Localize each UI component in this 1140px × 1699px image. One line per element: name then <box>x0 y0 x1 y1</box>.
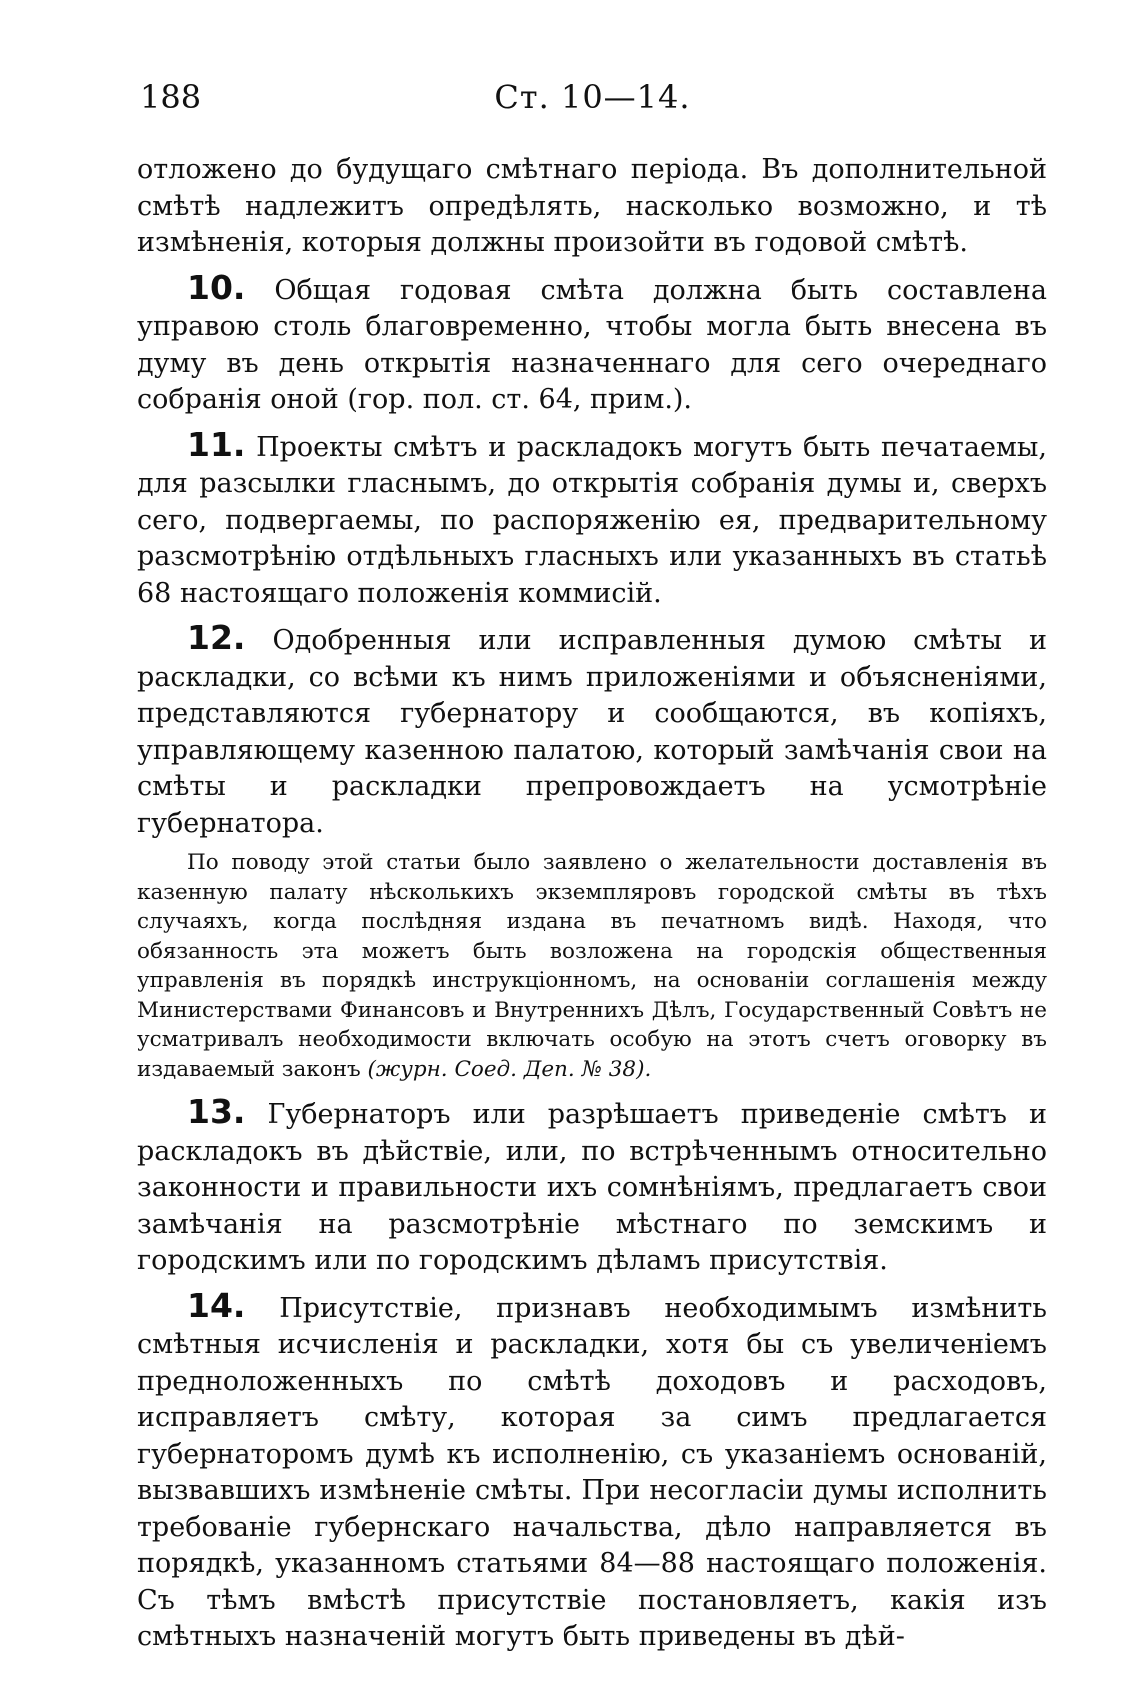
article-10 <box>137 267 1047 419</box>
article-number: 10. <box>187 267 246 307</box>
article-11 <box>137 424 1047 613</box>
article-number: 14. <box>187 1285 246 1325</box>
article-text: Проекты смѣтъ и раскладокъ могутъ быть печатаемы, для разсылки гласнымъ, до открытія собранія думы и, сверхъ сего, подвергаемы, по распоряженію ея, предварительному разсмотрѣнію отдѣльныхъ гласныхъ или указанныхъ въ статьѣ 68 настоящаго положенія коммисій. <box>137 431 1047 609</box>
article-text: Одобренныя или исправленныя думою смѣты и раскладки, со всѣми къ нимъ приложеніями и объясненіями, представляются губернатору и сообщаются, въ копіяхъ, управляющему казенною палатою, который замѣчанія свои на смѣты и раскладки препровождаетъ на усмотрѣніе губернатора. <box>137 625 1047 839</box>
running-head <box>140 78 1045 122</box>
article-number: 11. <box>187 424 246 464</box>
article-text: Общая годовая смѣта должна быть составлена управою столь благовременно, чтобы могла быть внесена въ думу въ день открытія назначеннаго для сего очереднаго собранія оной (гор. пол. ст. 64, прим.). <box>137 274 1047 415</box>
article-text: Присутствіе, признавъ необходимымъ измѣнить смѣтныя исчисленія и раскладки, хотя бы съ увеличеніемъ предноложенныхъ по смѣтѣ доходовъ и расходовъ, исправляетъ смѣту, которая за симъ предлагается губернаторомъ думѣ къ исполненію, съ указаніемъ основаній, вызвавшихъ измѣненіе смѣты. При несогласіи думы исполнить требованіе губернскаго начальства, дѣло направляется въ порядкѣ, указанномъ статьями 84—88 настоящаго положенія. Съ тѣмъ вмѣстѣ присутствіе постановляетъ, какія изъ смѣтныхъ назначеній могутъ быть приведены въ дѣй- <box>137 1292 1047 1652</box>
article-number: 12. <box>187 618 246 657</box>
article-13 <box>137 1094 1047 1280</box>
note-reference: (журн. Соед. Деп. № 38). <box>367 1056 652 1082</box>
article-14 <box>137 1285 1047 1656</box>
article-number: 13. <box>187 1092 246 1131</box>
note-text: По поводу этой статьи было заявлено о желательности доставленія въ казенную палату нѣсколькихъ экземпляровъ городской смѣты въ тѣхъ случаяхъ, когда послѣдняя издана въ печатномъ видѣ. Находя, что обязанность эта можетъ быть возложена на городскія общественныя управленія въ порядкѣ инструкціонномъ, на основаніи соглашенія между Министерствами Финансовъ и Внутреннихъ Дѣлъ, Государственный Совѣтъ не усматривалъ необходимости включать особую на этотъ счетъ оговорку въ издаваемый законъ <box>137 850 1047 1082</box>
article-text: Губернаторъ или разрѣшаетъ приведеніе смѣтъ и раскладокъ въ дѣйствіе, или, по встрѣченнымъ относительно законности и правильности ихъ сомнѣніямъ, предлагаетъ свои замѣчанія на разсмотрѣніе мѣстнаго по земскимъ и городскимъ или по городскимъ дѣламъ присутствія. <box>137 1099 1047 1276</box>
section-range: Ст. 10—14. <box>494 78 691 116</box>
article-12-note <box>137 848 1047 1084</box>
article-12 <box>137 620 1047 842</box>
page-number: 188 <box>140 78 202 116</box>
continuation-paragraph: отложено до будущаго смѣтнаго періода. Въ дополнительной смѣтѣ надлежитъ опредѣлять, насколько возможно, и тѣ измѣненія, которыя должны произойти въ годовой смѣтѣ. <box>137 154 1047 258</box>
text-column <box>137 152 1047 1656</box>
